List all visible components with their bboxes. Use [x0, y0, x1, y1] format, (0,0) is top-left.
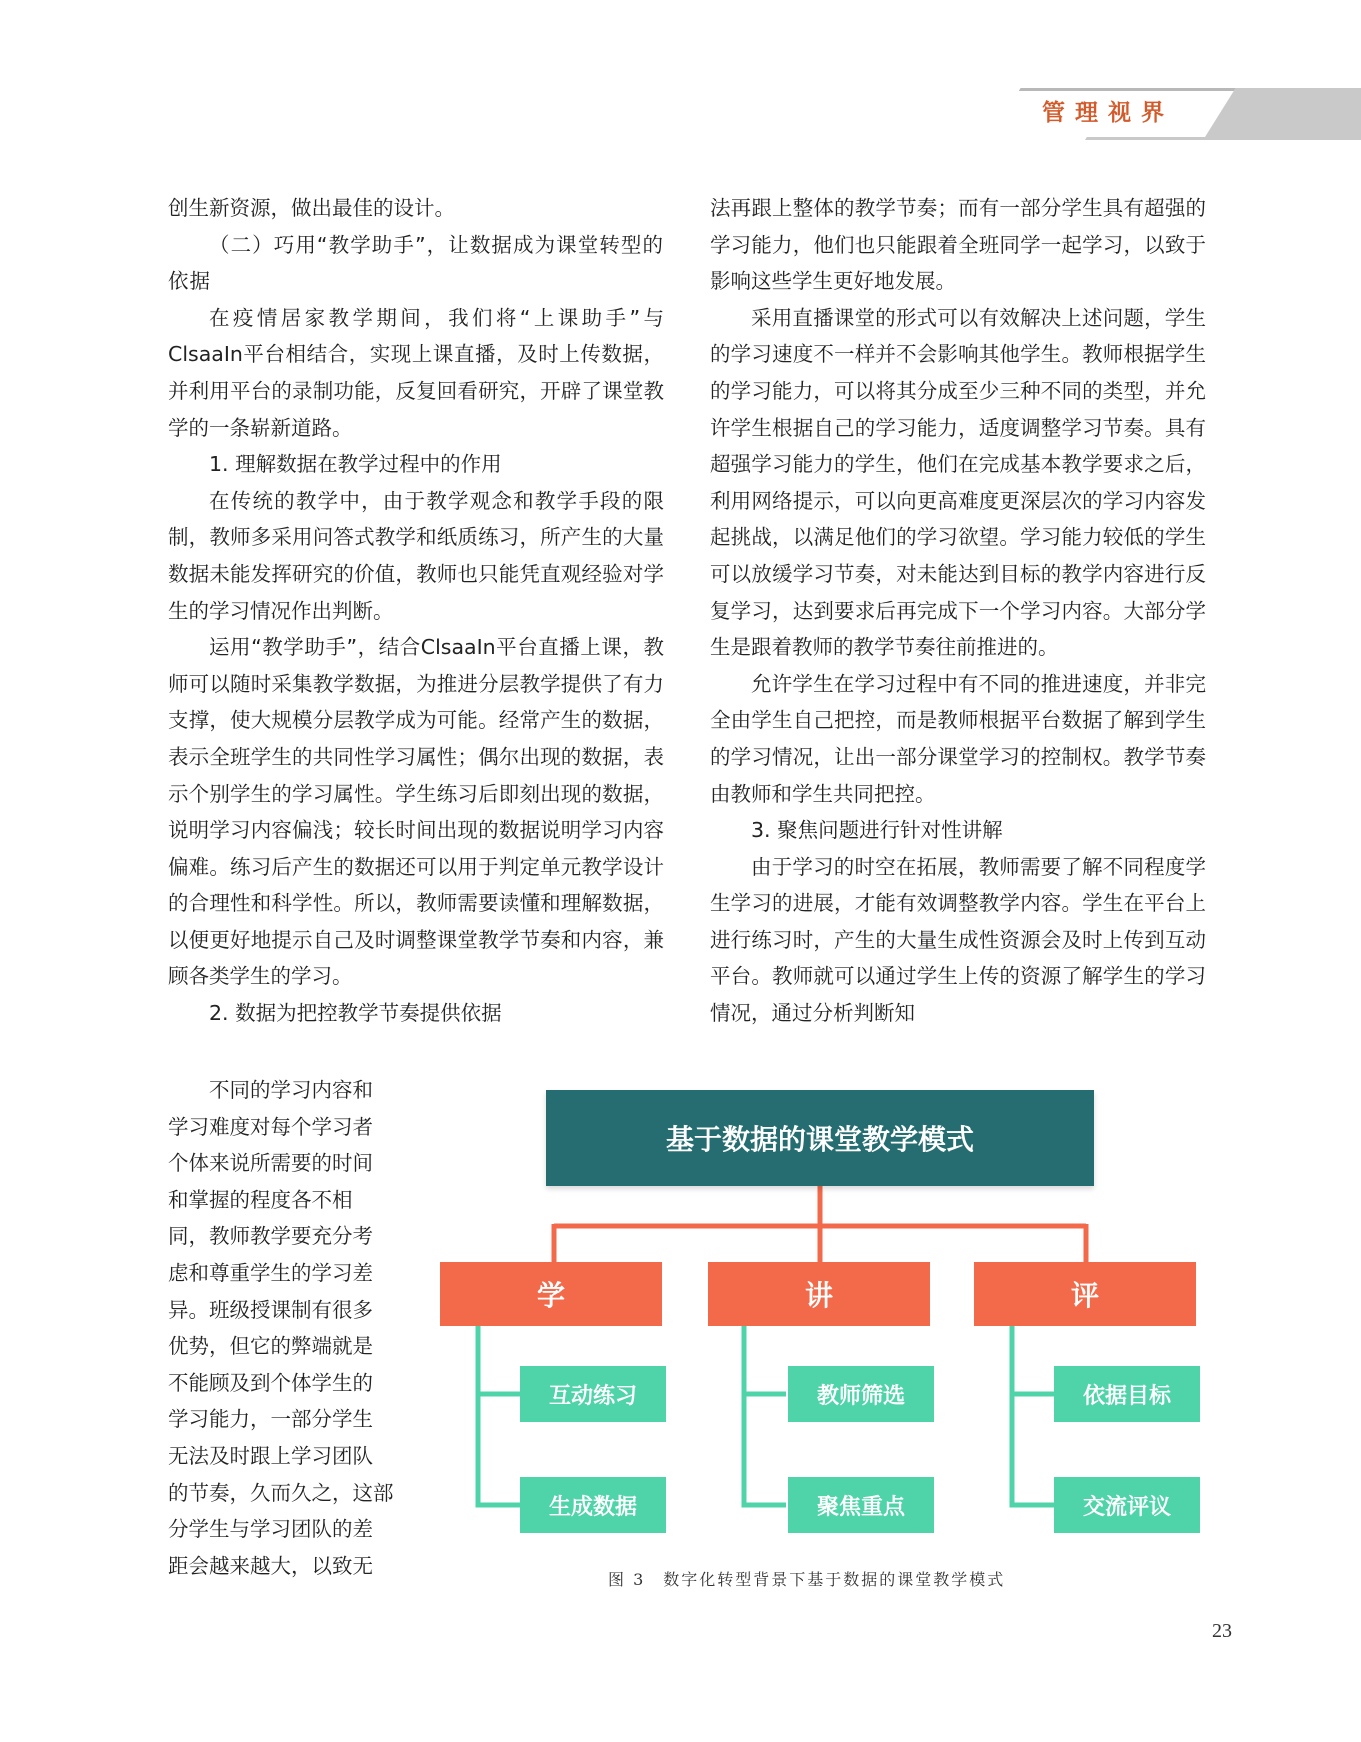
figure-caption: 图 3 数字化转型背景下基于数据的课堂教学模式 [608, 1570, 1006, 1589]
paragraph: 法再跟上整体的教学节奏；而有一部分学生具有超强的学习能力，他们也只能跟着全班同学一起学习，以致于影响这些学生更好地发展。 [710, 196, 1206, 294]
text-line: 无法及时跟上学习团队 [168, 1443, 373, 1468]
branch-box-evaluate: 评 [974, 1262, 1196, 1326]
text-line: 距会越来越大，以致无 [168, 1553, 373, 1578]
leaf-connector [744, 1326, 786, 1394]
narrow-column [168, 1072, 406, 1584]
leaf-box: 生成数据 [520, 1477, 666, 1533]
text-line: 同，教师教学要充分考 [168, 1224, 373, 1249]
left-column [168, 190, 664, 1032]
subheading: 1. 理解数据在教学过程中的作用 [209, 452, 502, 477]
paragraph: 创生新资源，做出最佳的设计。 [168, 196, 455, 220]
text-line: 分学生与学习团队的差 [168, 1517, 373, 1542]
page-number: 23 [1212, 1620, 1232, 1642]
branch-box-teach: 讲 [708, 1262, 930, 1326]
paragraph: 采用直播课堂的形式可以有效解决上述问题，学生的学习速度不一样并不会影响其他学生。教师根据学生的学习能力，可以将其分成至少三种不同的类型，并允许学生根据自己的学习能力，适度调整学习节奏。具有超强学习能力的学生，他们在完成基本教学要求之后，利用网络提示，可以向更高难度更深层次的学习内容发起挑战，以满足他们的学习欲望。学习能力较低的学生可以放缓学习节奏，对未能达到目标的教学内容进行反复学习，达到要求后再完成下一个学习内容。大部分学生是跟着教师的教学节奏往前推进的。 [710, 305, 1206, 660]
text-line: 异。班级授课制有很多 [168, 1297, 373, 1322]
paragraph: 由于学习的时空在拓展，教师需要了解不同程度学生学习的进展，才能有效调整教学内容。学生在平台上进行练习时，产生的大量生成性资源会及时上传到互动平台。教师就可以通过学生上传的资源了解学生的学习情况，通过分析判断知 [710, 854, 1206, 1026]
leaf-box: 交流评议 [1054, 1477, 1200, 1533]
subheading: 2. 数据为把控教学节奏提供依据 [209, 1001, 502, 1026]
paragraph: 运用“教学助手”，结合ClsaaIn平台直播上课，教师可以随时采集教学数据，为推进分层教学提供了有力支撑，使大规模分层教学成为可能。经常产生的数据，表示全班学生的共同性学习属性；偶尔出现的数据，表示个别学生的学习属性。学生练习后即刻出现的数据，说明学习内容偏浅；较长时间出现的数据说明学习内容偏难。练习后产生的数据还可以用于判定单元教学设计的合理性和科学性。所以，教师需要读懂和理解数据，以便更好地提示自己及时调整课堂教学节奏和内容，兼顾各类学生的学习。 [168, 635, 664, 989]
leaf-connector [478, 1326, 520, 1394]
text-line: 不同的学习内容和 [209, 1078, 373, 1102]
subheading: 3. 聚焦问题进行针对性讲解 [751, 818, 1003, 843]
text-line: 个体来说所需要的时间 [168, 1151, 373, 1176]
leaf-box: 教师筛选 [788, 1366, 934, 1422]
leaf-connector [1012, 1326, 1054, 1394]
paragraph: 允许学生在学习过程中有不同的推进速度，并非完全由学生自己把控，而是教师根据平台数据了解到学生的学习情况，让出一部分课堂学习的控制权。教学节奏由教师和学生共同把控。 [710, 671, 1206, 806]
leaf-box: 互动练习 [520, 1366, 666, 1422]
text-line: 优势，但它的弊端就是 [168, 1334, 373, 1359]
leaf-box: 依据目标 [1054, 1366, 1200, 1422]
subheading: （二）巧用“教学助手”，让数据成为课堂转型的依据 [168, 232, 664, 294]
leaf-connector [478, 1392, 520, 1505]
paragraph: 在疫情居家教学期间，我们将“上课助手”与ClsaaIn平台相结合，实现上课直播，及时上传数据，并利用平台的录制功能，反复回看研究，开辟了课堂教学的一条崭新道路。 [168, 305, 664, 440]
leaf-box: 聚焦重点 [788, 1477, 934, 1533]
leaf-connector [1012, 1392, 1054, 1505]
diagram-title-box: 基于数据的课堂教学模式 [546, 1090, 1094, 1186]
branch-box-learn: 学 [440, 1262, 662, 1326]
text-line: 学习能力，一部分学生 [168, 1407, 373, 1432]
right-column [710, 190, 1206, 1032]
section-title: 管理视界 [1042, 100, 1174, 126]
text-line: 学习难度对每个学习者 [168, 1114, 373, 1139]
teaching-model-diagram [438, 1080, 1206, 1560]
text-line: 和掌握的程度各不相 [168, 1187, 353, 1212]
text-line: 的节奏，久而久之，这部 [168, 1480, 394, 1505]
leaf-connector [744, 1392, 786, 1505]
text-line: 虑和尊重学生的学习差 [168, 1260, 373, 1285]
paragraph: 在传统的教学中，由于教学观念和教学手段的限制，教师多采用问答式教学和纸质练习，所产生的大量数据未能发挥研究的价值，教师也只能凭直观经验对学生的学习情况作出判断。 [168, 488, 664, 623]
text-line: 不能顾及到个体学生的 [168, 1370, 373, 1395]
